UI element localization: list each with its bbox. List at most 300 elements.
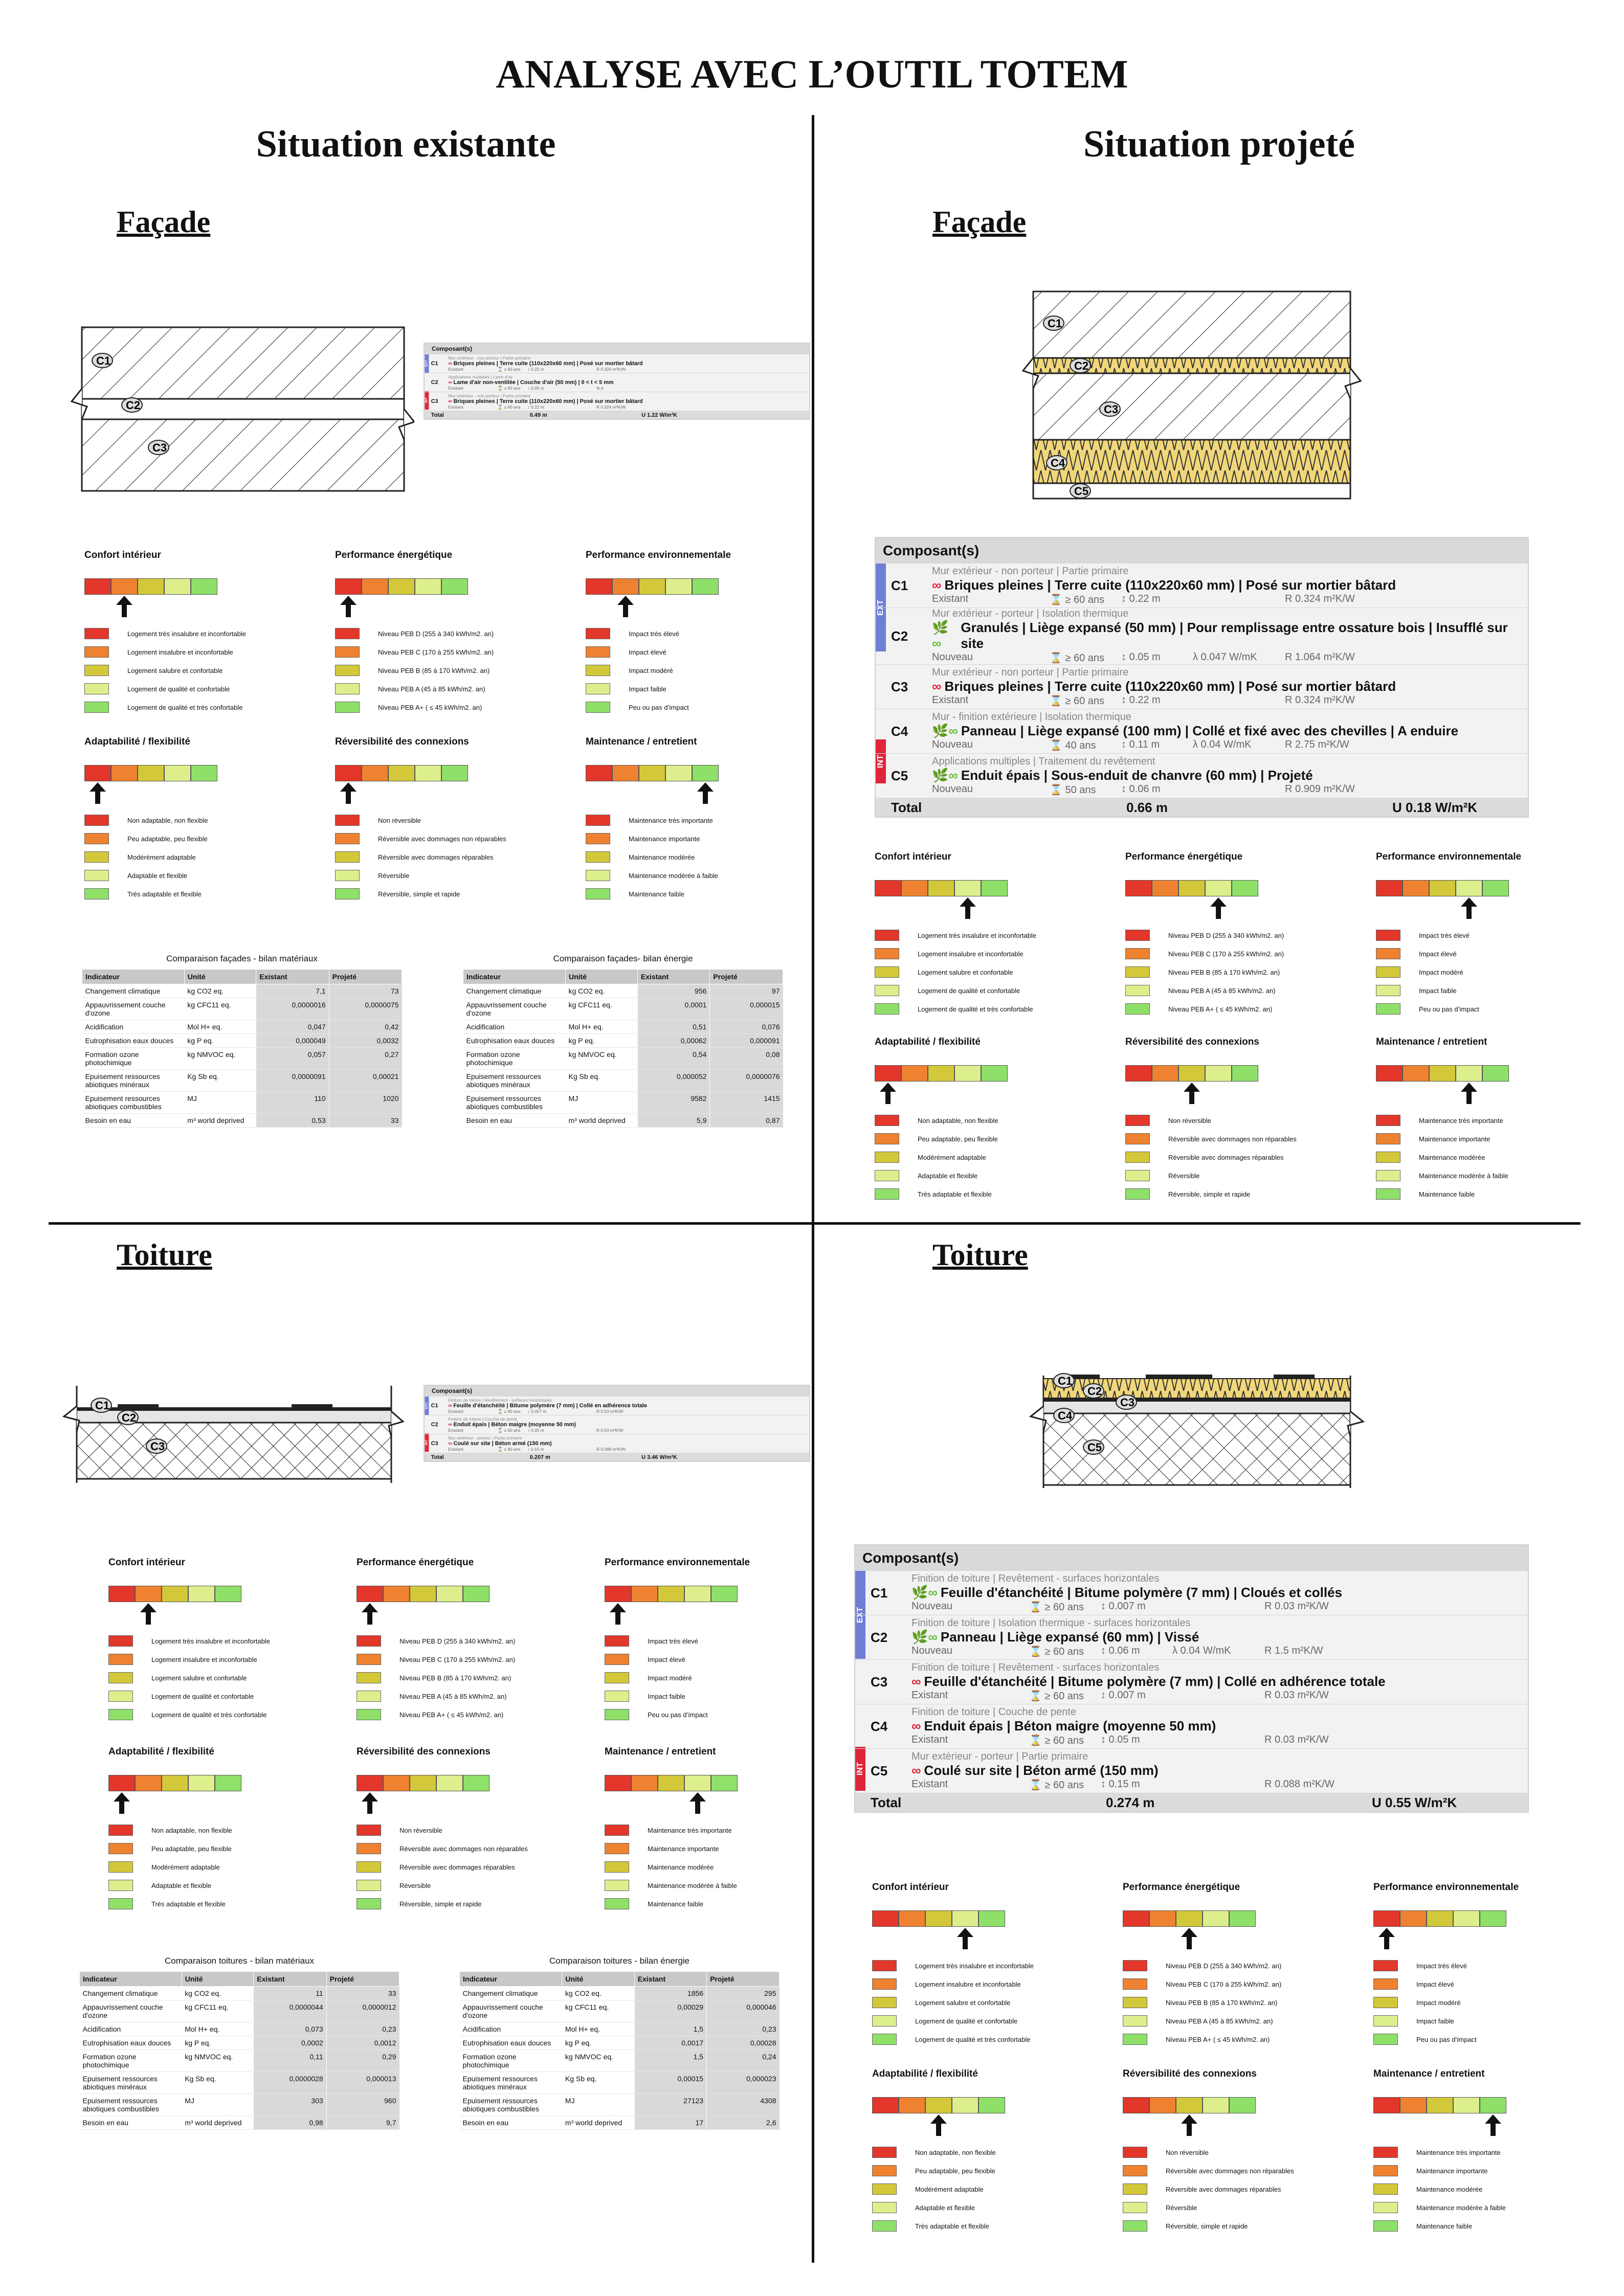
legend-text: Adaptable et flexible — [151, 1881, 212, 1889]
indicator-confort — [875, 851, 1036, 1018]
indicator-scale — [1123, 2097, 1294, 2113]
comparison-cell: 0,23 — [326, 2022, 399, 2036]
comparison-cell: 33 — [326, 1987, 399, 2000]
component-body — [911, 1749, 1528, 1793]
svg-text:C1: C1 — [95, 1399, 110, 1412]
scale-cell — [612, 765, 639, 781]
component-lifetime: ⌛ ≥ 60 ans — [497, 366, 521, 372]
legend-swatch — [1125, 966, 1150, 978]
component-r-value: R 1.064 m²K/W — [1285, 651, 1355, 663]
legend-swatch — [1373, 1960, 1398, 1971]
legend-item — [1373, 2143, 1506, 2162]
scale-cell — [1453, 1910, 1480, 1927]
indicator-reversibilite — [357, 1746, 528, 1913]
leaf-icon: 🌿∞ — [911, 1629, 938, 1645]
scale-cell — [1203, 2097, 1229, 2113]
component-lambda: λ 0.047 W/mK — [1193, 651, 1257, 663]
comparison-cell: 0,11 — [254, 2050, 326, 2072]
components-header: Composant(s) — [876, 538, 1528, 564]
comparison-cell: Changement climatique — [80, 1987, 182, 2000]
comparison-cell: m³ world deprived — [184, 1114, 256, 1128]
legend-swatch — [586, 870, 610, 881]
legend-item — [357, 1632, 515, 1650]
legend-item — [1125, 1148, 1297, 1166]
comparison-cell: 0,000091 — [710, 1034, 783, 1048]
infinity-icon: ∞ — [911, 1673, 921, 1689]
scale-cell — [981, 1065, 1008, 1082]
component-state: Existant — [911, 1734, 948, 1745]
indicator-legend — [586, 811, 719, 903]
svg-text:C2: C2 — [1074, 359, 1089, 372]
indicator-adaptabilite — [108, 1746, 241, 1913]
comparison-row — [82, 1020, 402, 1034]
comparison-cell: Mol H+ eq. — [182, 2022, 254, 2036]
legend-swatch — [872, 2202, 897, 2213]
legend-text: Peu ou pas d’impact — [648, 1710, 708, 1719]
comparison-cell: Epuisement ressources abiotiques minéraux — [463, 1070, 566, 1092]
component-r-value: R 0.03 m²K/W — [596, 1408, 624, 1414]
component-name — [932, 679, 1528, 694]
component-state: Existant — [911, 1778, 948, 1790]
legend-item — [1125, 1000, 1284, 1018]
components-total — [876, 798, 1528, 817]
component-name — [448, 379, 809, 386]
legend-swatch — [1373, 2015, 1398, 2027]
legend-text: Adaptable et flexible — [915, 2203, 975, 2212]
comparison-row — [463, 1020, 783, 1034]
component-name — [932, 768, 1528, 783]
comparison-cell: Appauvrissement couche d'ozone — [82, 998, 185, 1020]
legend-text: Peu adaptable, peu flexible — [918, 1135, 998, 1143]
component-name — [911, 1718, 1528, 1734]
legend-swatch — [335, 851, 360, 863]
legend-text: Maintenance faible — [1416, 2222, 1473, 2230]
scale-cell — [436, 1775, 463, 1791]
legend-swatch — [84, 646, 109, 658]
svg-text:C3: C3 — [1104, 403, 1119, 416]
legend-item — [586, 885, 719, 903]
legend-item — [872, 2180, 1005, 2198]
comparison-header-cell: Existant — [256, 970, 329, 984]
scale-cell — [639, 765, 665, 781]
scale-cell — [1453, 2097, 1480, 2113]
total-label: Total — [871, 1794, 902, 1810]
legend-item — [335, 866, 506, 885]
indicator-confort — [108, 1557, 270, 1724]
indicator-legend — [335, 811, 506, 903]
component-r-value: R 0.324 m²K/W — [1285, 593, 1355, 604]
indicator-scale — [335, 765, 506, 781]
component-row — [425, 1434, 809, 1453]
component-thickness: ↕ 0.11 m — [1121, 738, 1160, 750]
comparison-cell: Formation ozone photochimique — [80, 2050, 182, 2072]
comparison-row — [460, 2000, 780, 2022]
legend-item — [1373, 1975, 1519, 1993]
comparison-cell: 0,0000012 — [326, 2000, 399, 2022]
comparison-cell: 0,0000028 — [254, 2072, 326, 2094]
legend-text: Très adaptable et flexible — [151, 1900, 226, 1908]
legend-swatch — [875, 930, 899, 941]
component-category: Applications multiples | Lame d'air — [448, 374, 513, 379]
legend-text: Maintenance très importante — [629, 816, 713, 824]
total-thickness: 0.274 m — [1106, 1794, 1155, 1810]
component-r-value: R 0.03 m²K/W — [1264, 1600, 1329, 1612]
comparison-header-cell: Unité — [565, 970, 637, 984]
component-row — [855, 1660, 1528, 1704]
comparison-cell: m³ world deprived — [182, 2116, 254, 2130]
scale-cell — [1125, 880, 1152, 896]
legend-item — [1125, 944, 1284, 963]
legend-item — [1125, 981, 1284, 1000]
indicator-title: Réversibilité des connexions — [1125, 1037, 1259, 1047]
component-meta — [448, 1428, 809, 1433]
legend-swatch — [1123, 2184, 1147, 2195]
comparison-row — [82, 1048, 402, 1070]
toiture-projete-section-drawing — [1018, 1350, 1376, 1493]
comparison-cell: 0,54 — [637, 1048, 710, 1070]
legend-text: Niveau PEB C (170 à 255 kWh/m2. an) — [1166, 1980, 1282, 1988]
indicator-legend — [357, 1821, 528, 1913]
scale-cell — [605, 1775, 631, 1791]
legend-item — [84, 848, 217, 866]
comparison-row — [460, 2022, 780, 2036]
legend-swatch — [872, 2165, 897, 2176]
legend-text: Maintenance modérée — [648, 1863, 714, 1871]
indicator-title: Adaptabilité / flexibilité — [875, 1037, 981, 1047]
component-meta — [448, 404, 809, 410]
legend-item — [84, 643, 246, 661]
comparison-cell: kg CFC11 eq. — [182, 2000, 254, 2022]
level-arrow-icon — [1123, 2113, 1294, 2136]
legend-text: Logement de qualité et confortable — [918, 986, 1020, 995]
comparison-row — [463, 1048, 783, 1070]
scale-cell — [415, 765, 441, 781]
scale-cell — [383, 1586, 410, 1602]
comparison-cell: m³ world deprived — [562, 2116, 634, 2130]
legend-item — [605, 1650, 750, 1669]
scale-cell — [436, 1586, 463, 1602]
comparison-cell: kg CFC11 eq. — [184, 998, 256, 1020]
components-list — [855, 1571, 1528, 1793]
component-r-value: R 1.5 m²K/W — [1264, 1645, 1323, 1656]
comparison-cell: Epuisement ressources abiotiques combustibles — [80, 2094, 182, 2116]
legend-swatch — [875, 1003, 899, 1015]
component-name-text: Briques pleines | Terre cuite (110x220x60 mm) | Posé sur mortier bâtard — [944, 678, 1396, 694]
comparison-cell: 1,5 — [634, 2050, 706, 2072]
legend-swatch — [1376, 1188, 1400, 1200]
component-meta — [448, 1409, 809, 1414]
legend-item — [335, 643, 494, 661]
component-lifetime: ⌛ ≥ 60 ans — [1029, 1735, 1084, 1746]
legend-item — [1373, 2217, 1506, 2235]
comparison-table — [82, 969, 402, 1128]
indicator-title: Adaptabilité / flexibilité — [872, 2068, 978, 2079]
scale-cell — [108, 1586, 135, 1602]
comparison-caption: Comparaison toitures - bilan énergie — [549, 1956, 690, 1966]
legend-text: Réversible avec dommages réparables — [399, 1863, 515, 1871]
scale-cell — [1427, 2097, 1453, 2113]
component-body — [448, 1415, 809, 1434]
component-id: C4 — [891, 723, 908, 739]
component-name — [448, 361, 809, 367]
legend-text: Niveau PEB B (85 à 170 kWh/m2. an) — [1168, 968, 1280, 976]
scale-cell — [901, 1065, 928, 1082]
legend-item — [1123, 2180, 1294, 2198]
component-meta — [932, 694, 1528, 707]
total-u-value: U 3.46 W/m²K — [641, 1454, 677, 1460]
legend-text: Impact très élevé — [1419, 931, 1470, 939]
indicator-legend — [605, 1632, 750, 1724]
component-state: Nouveau — [911, 1600, 953, 1612]
legend-item — [605, 1876, 738, 1895]
legend-text: Peu ou pas d’impact — [629, 703, 689, 711]
comparison-header-cell: Projeté — [329, 970, 402, 984]
legend-text: Réversible avec dommages non réparables — [1168, 1135, 1297, 1143]
total-u-value: U 1.22 W/m²K — [641, 412, 677, 418]
legend-swatch — [1125, 1188, 1150, 1200]
comparison-row — [463, 1070, 783, 1092]
legend-swatch — [605, 1709, 629, 1720]
component-name-text: Enduit épais | Béton maigre (moyenne 50 mm) — [453, 1421, 576, 1428]
svg-text:C2: C2 — [126, 399, 141, 412]
legend-item — [875, 1166, 1008, 1185]
legend-text: Très adaptable et flexible — [915, 2222, 989, 2230]
legend-swatch — [1123, 1997, 1147, 2008]
legend-swatch — [1123, 2165, 1147, 2176]
legend-text: Niveau PEB D (255 à 340 kWh/m2. an) — [1166, 1962, 1282, 1970]
comparison-cell: Epuisement ressources abiotiques minéraux — [82, 1070, 185, 1092]
comparison-cell: Epuisement ressources abiotiques combustibles — [82, 1092, 185, 1114]
comparison-cell: 0,057 — [256, 1048, 329, 1070]
legend-item — [357, 1895, 528, 1913]
svg-text:C1: C1 — [1048, 317, 1062, 330]
scale-cell — [665, 765, 692, 781]
total-label: Total — [891, 799, 922, 815]
legend-swatch — [84, 665, 109, 676]
scale-cell — [875, 1065, 901, 1082]
legend-swatch — [1123, 2147, 1147, 2158]
component-body — [448, 1397, 809, 1415]
component-meta — [911, 1645, 1528, 1658]
scale-cell — [899, 1910, 925, 1927]
indicator-environnement — [1373, 1882, 1519, 2049]
total-thickness: 0.49 m — [529, 412, 547, 418]
legend-text: Non adaptable, non flexible — [127, 816, 208, 824]
infinity-icon: ∞ — [448, 1402, 452, 1409]
comparison-cell: 1856 — [634, 1987, 706, 2000]
legend-text: Logement salubre et confortable — [127, 666, 223, 674]
legend-swatch — [875, 966, 899, 978]
svg-text:C1: C1 — [1058, 1375, 1073, 1387]
components-table-toiture-existant — [424, 1385, 810, 1462]
indicator-title: Confort intérieur — [875, 851, 951, 862]
legend-swatch — [872, 2220, 897, 2232]
comparison-cell: 0,42 — [329, 1020, 402, 1034]
legend-swatch — [1373, 2165, 1398, 2176]
legend-text: Niveau PEB A (45 à 85 kWh/m2. an) — [1166, 2017, 1273, 2025]
legend-item — [108, 1839, 241, 1858]
comparison-table — [459, 1971, 780, 2130]
component-r-value: R 0.909 m²K/W — [1285, 783, 1355, 795]
component-lambda — [1172, 1601, 1264, 1613]
svg-text:C2: C2 — [122, 1411, 137, 1424]
legend-text: Adaptable et flexible — [127, 871, 188, 880]
legend-swatch — [357, 1880, 381, 1891]
legend-swatch — [84, 683, 109, 694]
legend-text: Maintenance très importante — [1419, 1116, 1503, 1124]
comparison-cell: 0,0032 — [329, 1034, 402, 1048]
indicator-legend — [1123, 2143, 1294, 2235]
legend-swatch — [335, 665, 360, 676]
component-body — [932, 564, 1528, 607]
components-table-facade-existant — [424, 343, 810, 420]
indicator-scale — [335, 578, 494, 595]
infinity-icon: ∞ — [932, 577, 942, 593]
legend-swatch — [1376, 1152, 1400, 1163]
legend-swatch — [335, 833, 360, 844]
indicator-reversibilite — [1125, 1037, 1297, 1203]
component-state: Nouveau — [932, 783, 973, 795]
legend-swatch — [335, 683, 360, 694]
comparison-cell: kg NMVOC eq. — [565, 1048, 637, 1070]
scale-cell — [164, 578, 191, 595]
infinity-icon: ∞ — [911, 1718, 921, 1734]
comparison-cell: Acidification — [460, 2022, 562, 2036]
indicator-title: Confort intérieur — [84, 550, 161, 560]
scale-cell — [357, 1775, 383, 1791]
comparison-row — [82, 984, 402, 998]
indicator-maintenance — [1373, 2068, 1506, 2235]
comparison-cell: 956 — [637, 984, 710, 998]
scale-cell — [658, 1586, 684, 1602]
comparison-row — [460, 2036, 780, 2050]
legend-text: Modérément adaptable — [918, 1153, 986, 1161]
component-r-value: R 0.324 m²K/W — [596, 366, 626, 372]
legend-text: Réversible, simple et rapide — [1168, 1190, 1251, 1198]
component-thickness: ↕ 0.22 m — [527, 404, 544, 410]
legend-item — [1373, 2180, 1506, 2198]
level-arrow-icon — [1373, 1927, 1519, 1949]
component-row — [425, 373, 809, 392]
legend-item — [1123, 2030, 1281, 2049]
legend-swatch — [875, 1152, 899, 1163]
legend-swatch — [586, 888, 610, 899]
legend-item — [586, 698, 731, 716]
comparison-cell: 0,87 — [710, 1114, 783, 1128]
legend-item — [1376, 1130, 1509, 1148]
component-thickness: ↕ 0.05 m — [527, 385, 544, 391]
legend-text: Adaptable et flexible — [918, 1172, 978, 1180]
component-state: Existant — [448, 1446, 463, 1452]
legend-text: Niveau PEB A+ ( ≤ 45 kWh/m2. an) — [399, 1710, 504, 1719]
legend-text: Logement insalubre et inconfortable — [127, 648, 233, 656]
legend-swatch — [108, 1861, 133, 1873]
comparison-row — [80, 2072, 399, 2094]
scale-cell — [383, 1775, 410, 1791]
scale-cell — [1232, 880, 1258, 896]
legend-swatch — [875, 1188, 899, 1200]
svg-text:C4: C4 — [1058, 1409, 1073, 1422]
legend-text: Logement très insalubre et inconfortable — [918, 931, 1036, 939]
component-id: C3 — [891, 679, 908, 694]
scale-cell — [665, 578, 692, 595]
component-r-value: R 0.03 m²K/W — [1264, 1689, 1329, 1701]
component-name-text: Enduit épais | Béton maigre (moyenne 50 mm) — [924, 1718, 1216, 1734]
legend-text: Maintenance modérée — [629, 853, 695, 861]
heading-existant: Situation existante — [256, 123, 556, 165]
scale-cell — [586, 578, 612, 595]
indicator-scale — [1373, 2097, 1506, 2113]
page-title: ANALYSE AVEC L’OUTIL TOTEM — [496, 52, 1128, 96]
comparison-cell: 9,7 — [326, 2116, 399, 2130]
component-lambda — [1172, 1779, 1264, 1791]
comparison-cell: m³ world deprived — [565, 1114, 637, 1128]
legend-text: Impact très élevé — [648, 1637, 698, 1645]
component-name-text: Lame d'air non-ventilée | Couche d'air (50 mm) | 0 < t < 5 mm — [453, 379, 614, 386]
level-arrow-icon — [1373, 2113, 1506, 2136]
legend-text: Niveau PEB B (85 à 170 kWh/m2. an) — [399, 1674, 511, 1682]
legend-text: Logement de qualité et confortable — [915, 2017, 1018, 2025]
scale-cell — [388, 578, 415, 595]
scale-cell — [925, 1910, 952, 1927]
legend-swatch — [1123, 1978, 1147, 1990]
level-arrow-icon — [1123, 1927, 1281, 1949]
legend-text: Maintenance faible — [629, 890, 685, 898]
legend-swatch — [1125, 1115, 1150, 1126]
legend-text: Impact élevé — [648, 1655, 685, 1663]
component-category: Applications multiples | Traitement du revêtement — [932, 755, 1155, 767]
legend-item — [335, 885, 506, 903]
component-body — [448, 1434, 809, 1453]
scale-cell — [631, 1586, 658, 1602]
scale-cell — [1149, 2097, 1176, 2113]
indicator-scale — [108, 1775, 241, 1791]
legend-text: Maintenance importante — [1416, 2167, 1488, 2175]
scale-cell — [1427, 1910, 1453, 1927]
toiture-existant-section-drawing — [56, 1381, 404, 1488]
leaf-icon: 🌿∞ — [932, 620, 949, 651]
legend-item — [357, 1705, 515, 1724]
legend-text: Réversible — [1168, 1172, 1200, 1180]
level-arrow-icon — [875, 896, 1036, 919]
comparison-cell: Epuisement ressources abiotiques minéraux — [460, 2072, 562, 2094]
indicator-confort — [84, 550, 246, 716]
scale-cell — [415, 578, 441, 595]
components-header: Composant(s) — [425, 1386, 809, 1397]
legend-text: Non réversible — [378, 816, 421, 824]
component-meta — [932, 593, 1528, 606]
component-thickness: ↕ 0.22 m — [527, 366, 544, 372]
legend-swatch — [84, 870, 109, 881]
legend-swatch — [1376, 1133, 1400, 1144]
comparison-cell: 110 — [256, 1092, 329, 1114]
scale-cell — [928, 1065, 954, 1082]
comparison-cell: Kg Sb eq. — [182, 2072, 254, 2094]
comparison-cell: 5,9 — [637, 1114, 710, 1128]
comparison-cell: kg P eq. — [562, 2036, 634, 2050]
component-state: Existant — [448, 404, 463, 410]
component-id: C1 — [871, 1585, 888, 1601]
component-body — [932, 709, 1528, 753]
legend-swatch — [335, 815, 360, 826]
comparison-cell: Eutrophisation eaux douces — [460, 2036, 562, 2050]
legend-item — [1123, 2198, 1294, 2217]
comparison-cell: MJ — [565, 1092, 637, 1114]
component-row — [425, 1397, 809, 1415]
legend-text: Modérément adaptable — [151, 1863, 220, 1871]
component-meta — [448, 367, 809, 372]
legend-text: Impact élevé — [629, 648, 666, 656]
